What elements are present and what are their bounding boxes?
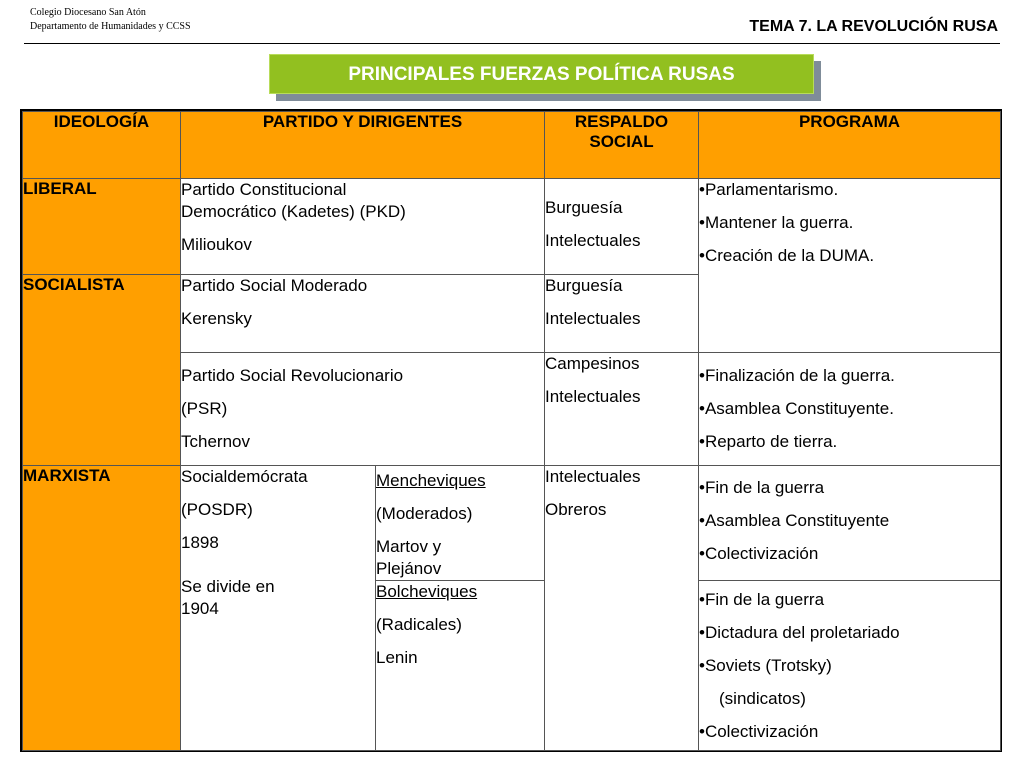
topic-title: TEMA 7. LA REVOLUCIÓN RUSA bbox=[749, 18, 998, 35]
party-name: Partido Social Moderado bbox=[181, 276, 368, 295]
program-revolucionario bbox=[699, 353, 1001, 466]
faction-name: Mencheviques bbox=[376, 471, 486, 490]
support-revolucionario bbox=[545, 353, 699, 466]
faction-leaders: Martov y bbox=[376, 537, 442, 556]
support-item: Burguesía bbox=[545, 198, 623, 217]
program-item: • Finalización de la guerra. bbox=[699, 365, 1000, 387]
program-mencheviques bbox=[699, 466, 1001, 581]
table-row bbox=[23, 179, 1001, 275]
support-liberal bbox=[545, 179, 699, 275]
school-name bbox=[30, 6, 191, 34]
support-item: Intelectuales bbox=[545, 387, 641, 406]
party-revolucionario bbox=[181, 353, 545, 466]
program-item: • Colectivización bbox=[699, 543, 1000, 565]
ideology-marxista: MARXISTA bbox=[23, 466, 181, 751]
program-item: • Parlamentarismo. bbox=[699, 179, 1000, 201]
support-item: Obreros bbox=[545, 500, 607, 519]
party-leader: Milioukov bbox=[181, 235, 252, 254]
header-ideologia: IDEOLOGÍA bbox=[23, 112, 181, 179]
header-respaldo: RESPALDO SOCIAL bbox=[545, 112, 699, 179]
faction-type: (Radicales) bbox=[376, 615, 462, 634]
header-row bbox=[23, 112, 1001, 179]
ideology-socialista: SOCIALISTA bbox=[23, 275, 181, 466]
faction-leader: Lenin bbox=[376, 648, 418, 667]
faction-name: Bolcheviques bbox=[376, 582, 478, 601]
header-partido: PARTIDO Y DIRIGENTES bbox=[181, 112, 545, 179]
program-item: • Dictadura del proletariado bbox=[699, 622, 1000, 644]
party-liberal bbox=[181, 179, 545, 275]
program-item: • Reparto de tierra. bbox=[699, 431, 1000, 453]
support-item: Intelectuales bbox=[545, 309, 641, 328]
header-divider bbox=[24, 43, 1000, 44]
party-split-year: 1904 bbox=[181, 599, 219, 618]
slide-title: PRINCIPALES FUERZAS POLÍTICA RUSAS bbox=[269, 54, 814, 94]
program-item: • Asamblea Constituyente bbox=[699, 510, 1000, 532]
program-item: • Creación de la DUMA. bbox=[699, 245, 1000, 267]
party-name: Partido Social Revolucionario bbox=[181, 366, 404, 385]
support-moderado bbox=[545, 275, 699, 353]
party-leader: Kerensky bbox=[181, 309, 252, 328]
party-leader: Tchernov bbox=[181, 432, 250, 451]
party-name: Socialdemócrata bbox=[181, 467, 308, 486]
support-item: Intelectuales bbox=[545, 231, 641, 250]
support-item: Campesinos bbox=[545, 354, 640, 373]
program-bolcheviques bbox=[699, 581, 1001, 751]
faction-leaders: Plejánov bbox=[376, 559, 442, 578]
program-item: • Soviets (Trotsky) bbox=[699, 655, 1000, 677]
table-row bbox=[23, 466, 1001, 581]
party-socialdemocrata bbox=[181, 466, 376, 751]
party-name-line: Democrático (Kadetes) (PKD) bbox=[181, 202, 406, 221]
program-item: • Asamblea Constituyente. bbox=[699, 398, 1000, 420]
faction-mencheviques bbox=[376, 466, 545, 581]
school-line-1: Colegio Diocesano San Atón bbox=[30, 7, 146, 18]
school-line-2: Departamento de Humanidades y CCSS bbox=[30, 21, 191, 32]
support-marxista bbox=[545, 466, 699, 751]
program-item: • Fin de la guerra bbox=[699, 589, 1000, 611]
program-shared bbox=[699, 179, 1001, 353]
party-name-line: Partido Constitucional bbox=[181, 180, 347, 199]
party-abbr: (PSR) bbox=[181, 399, 228, 418]
party-split-line: Se divide en bbox=[181, 577, 275, 596]
faction-bolcheviques bbox=[376, 581, 545, 751]
program-item: • Fin de la guerra bbox=[699, 477, 1000, 499]
party-moderado bbox=[181, 275, 545, 353]
header-programa: PROGRAMA bbox=[699, 112, 1001, 179]
support-item: Burguesía bbox=[545, 276, 623, 295]
program-item: • Colectivización bbox=[699, 721, 1000, 743]
party-founded-year: 1898 bbox=[181, 533, 219, 552]
ideology-liberal: LIBERAL bbox=[23, 179, 181, 275]
party-abbr: (POSDR) bbox=[181, 500, 253, 519]
program-item: (sindicatos) bbox=[719, 689, 806, 708]
faction-type: (Moderados) bbox=[376, 504, 473, 523]
support-item: Intelectuales bbox=[545, 467, 641, 486]
program-item: • Mantener la guerra. bbox=[699, 212, 1000, 234]
political-forces-table bbox=[22, 111, 1001, 751]
